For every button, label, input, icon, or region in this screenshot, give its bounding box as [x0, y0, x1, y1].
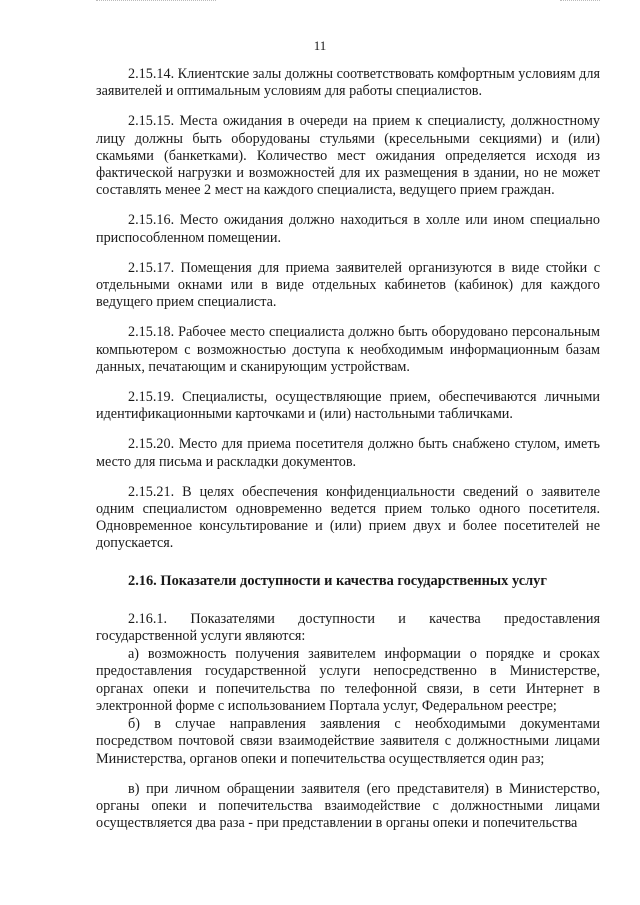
list-item-b: б) в случае направления заявления с необходимыми документами посредством почтовой связи взаимодействие заявителя с должностными лицами Министерства, органов опеки и попечительства осуществляется один раз;	[96, 716, 600, 767]
list-item-v: в) при личном обращении заявителя (его представителя) в Министерство, органы опеки и попечительства взаимодействие с должностными лицами осуществляется два раза - при представлении в органы опеки и попечительства	[96, 780, 600, 832]
section-heading-2-16: 2.16. Показатели доступности и качества государственных услуг	[128, 572, 547, 589]
scan-artifact	[96, 0, 216, 3]
paragraph-2-15-20: 2.15.20. Место для приема посетителя должно быть снабжено стулом, иметь место для письма и раскладки документов.	[96, 436, 600, 470]
list-item-a: а) возможность получения заявителем информации о порядке и сроках предоставления государственной услуги непосредственно в Министерстве, органах опеки и попечительства по телефонной связи, в сети Интернет в электронной форме с использованием Портала услуг, Федеральном реестре;	[96, 646, 600, 714]
paragraph-2-15-21: 2.15.21. В целях обеспечения конфиденциальности сведений о заявителе одним специалистом одновременно ведется прием только одного посетителя. Одновременное консультирование и (или) прием двух и более посетителей не допускается.	[96, 483, 600, 552]
page-number: 11	[313, 38, 327, 53]
paragraph-2-15-17: 2.15.17. Помещения для приема заявителей организуются в виде стойки с отдельными окнами или в виде отдельных кабинетов (кабинок) для каждого ведущего прием специалиста.	[96, 259, 600, 311]
paragraph-2-15-19: 2.15.19. Специалисты, осуществляющие прием, обеспечиваются личными идентификационными карточками и (или) настольными табличками.	[96, 389, 600, 423]
document-body	[96, 66, 600, 845]
paragraph-2-15-15: 2.15.15. Места ожидания в очереди на прием к специалисту, должностному лицу должны быть оборудованы стульями (кресельными секциями) и (или) скамьями (банкетками). Количество мест ожидания определяется исходя из фактической нагрузки и возможностей для их размещения в здании, но не может составлять менее 2 мест на каждого специалиста, ведущего прием граждан.	[96, 113, 600, 199]
paragraph-2-16-1: 2.16.1. Показателями доступности и качества предоставления государственной услуги являются:	[96, 610, 600, 645]
paragraph-2-15-18: 2.15.18. Рабочее место специалиста должно быть оборудовано персональным компьютером с возможностью доступа к необходимым информационным базам данных, печатающим и сканирующим устройствам.	[96, 324, 600, 375]
scan-artifact	[560, 0, 600, 3]
paragraph-2-15-14: 2.15.14. Клиентские залы должны соответствовать комфортным условиям для заявителей и оптимальным условиям для работы специалистов.	[96, 66, 600, 100]
paragraph-2-15-16: 2.15.16. Место ожидания должно находиться в холле или ином специально приспособленном помещении.	[96, 212, 600, 246]
